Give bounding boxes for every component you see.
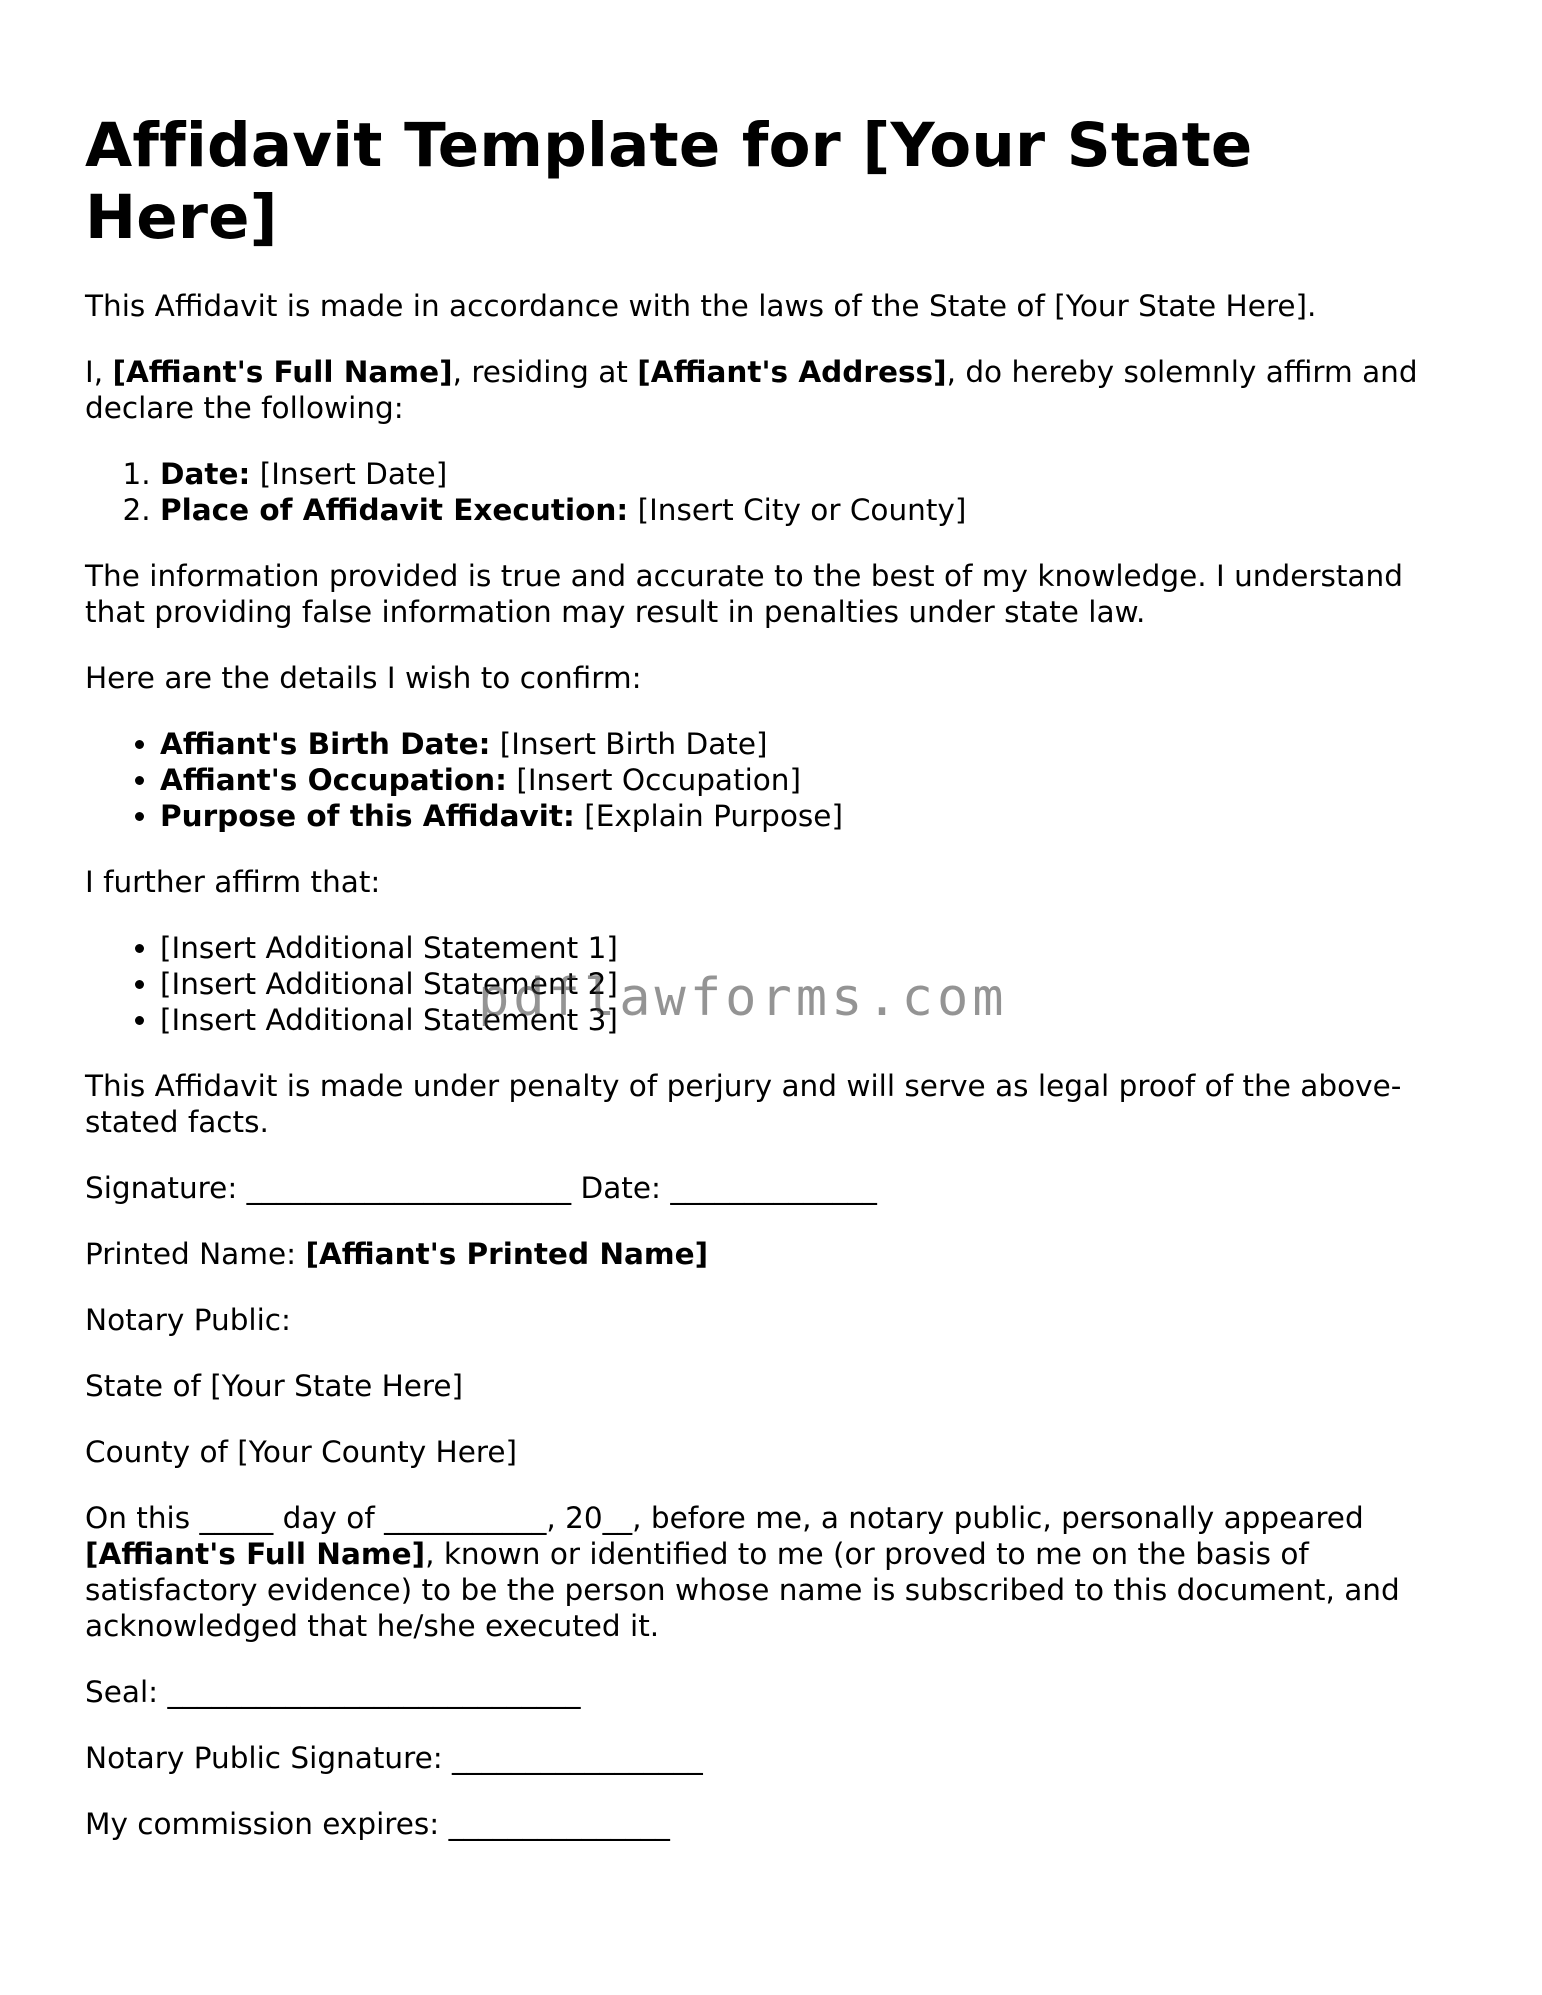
signature-line: Signature: ______________________ Date: ______________ [85,1171,877,1205]
acknowledgment-suffix: , known or identified to me (or proved to me on the basis of satisfactory evidence) to be the person whose name is subscribed to this document, and acknowledged that he/she executed it. [85,1537,1400,1643]
further-list [85,930,1457,1038]
seal-line: Seal: ____________________________ [85,1675,581,1709]
item-value: [Explain Purpose] [574,799,843,833]
list-item: • [Insert Additional Statement 2] [160,966,1457,1002]
affiant-name-placeholder: [Affiant's Full Name] [85,1537,426,1571]
printed-name-line [85,1236,1457,1272]
affiant-address-placeholder: [Affiant's Address] [637,355,947,389]
item-value: [Insert Birth Date] [490,727,768,761]
item-value: [Insert Occupation] [506,763,802,797]
printed-name-placeholder: [Affiant's Printed Name] [305,1237,709,1271]
page-title: Affidavit Template for [Your State Here] [85,110,1253,253]
details-list [85,726,1457,834]
commission-line: My commission expires: _______________ [85,1807,670,1841]
state-line: State of [Your State Here] [85,1369,464,1403]
list-item: • [Insert Additional Statement 1] [160,930,1457,966]
declaration-paragraph [85,354,1457,426]
further-heading: I further affirm that: [85,865,381,899]
notary-signature-line: Notary Public Signature: _________________ [85,1741,703,1775]
acknowledgment-paragraph [85,1500,1457,1644]
list-item [160,492,1457,528]
printed-name-label: Printed Name: [85,1237,306,1271]
numbered-list [85,456,1457,528]
item-value: [Insert Date] [250,457,448,491]
declaration-prefix: I, [85,355,113,389]
affiant-name-placeholder: [Affiant's Full Name] [112,355,453,389]
intro-paragraph: This Affidavit is made in accordance with the laws of the State of [Your State Here]. [85,289,1317,323]
notary-heading: Notary Public: [85,1303,291,1337]
list-item [160,726,1457,762]
affidavit-document [85,0,1457,1842]
list-item [160,798,1457,834]
acknowledgment-prefix: On this _____ day of ___________, 20__, before me, a notary public, personally appeared [85,1501,1364,1535]
details-heading: Here are the details I wish to confirm: [85,661,642,695]
list-item [160,762,1457,798]
watermark: pdflawforms.com [478,968,1008,1028]
declaration-suffix: , do hereby solemnly affirm and declare the following: [85,355,1418,425]
item-value: [Insert City or County] [628,493,967,527]
item-label: Purpose of this Affidavit: [160,799,575,833]
declaration-middle: , residing at [452,355,638,389]
item-label: Affiant's Occupation: [160,763,507,797]
truth-statement: The information provided is true and accurate to the best of my knowledge. I understand that providing false information may result in penalties under state law. [85,559,1403,629]
item-label: Place of Affidavit Execution: [160,493,629,527]
perjury-statement: This Affidavit is made under penalty of perjury and will serve as legal proof of the above-stated facts. [85,1069,1402,1139]
item-label: Affiant's Birth Date: [160,727,491,761]
list-item [160,456,1457,492]
county-line: County of [Your County Here] [85,1435,518,1469]
item-label: Date: [160,457,251,491]
list-item: • [Insert Additional Statement 3] [160,1002,1457,1038]
